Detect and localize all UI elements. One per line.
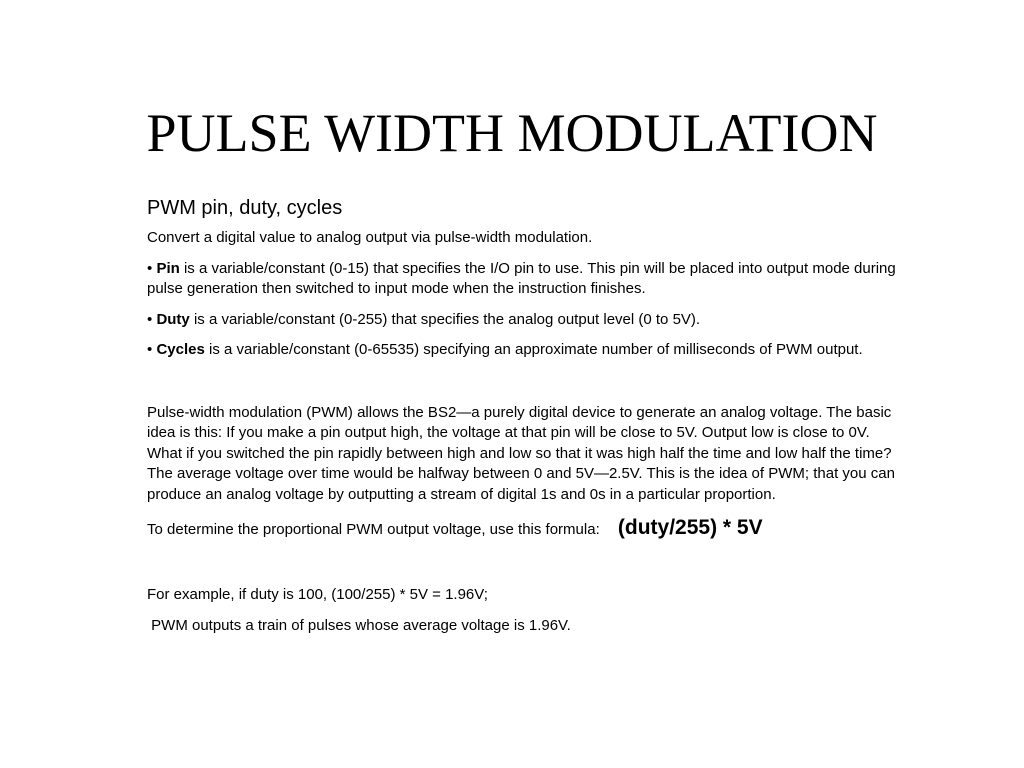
bullet-marker: •: [147, 259, 153, 277]
spacer: [147, 371, 897, 403]
bullet-text: is a variable/constant (0-65535) specifying an approximate number of milliseconds of PWM output.: [208, 341, 863, 358]
bullet-duty: [147, 310, 897, 331]
explanation-paragraph: Pulse-width modulation (PWM) allows the BS2—a purely digital device to generate an analog voltage. The basic idea is this: If you make a pin output high, the voltage at that pin will be close to 5V. Output low is close to 0V. What if you switched the pin rapidly between high and low so that it was high half the time and low half the time? The average voltage over time would be halfway between 0 and 5V—2.5V. This is the idea of PWM; that you can produce an analog voltage by outputting a stream of digital 1s and 0s in a particular proportion.: [147, 403, 895, 503]
example-line-1: For example, if duty is 100, (100/255) * 5V = 1.96V;: [147, 586, 488, 603]
command-syntax: PWM pin, duty, cycles: [147, 197, 343, 219]
formula-line: [147, 516, 897, 542]
bullet-marker: •: [147, 341, 153, 358]
bullet-cycles: [147, 340, 897, 361]
formula: (duty/255) * 5V: [617, 516, 763, 539]
slide-content: [147, 195, 897, 647]
bullet-text: is a variable/constant (0-15) that specifies the I/O pin to use. This pin will be placed into output mode during pulse generation then switched to input mode when the instruction finishes.: [147, 259, 896, 297]
bullet-term: Cycles: [156, 341, 205, 358]
bullet-marker: •: [147, 310, 153, 328]
slide-title: PULSE WIDTH MODULATION: [146, 103, 878, 163]
bullet-term: Duty: [156, 310, 190, 328]
spacer: [147, 542, 897, 585]
example-line-2: PWM outputs a train of pulses whose average voltage is 1.96V.: [147, 617, 571, 634]
bullet-pin: [147, 259, 897, 300]
formula-intro: To determine the proportional PWM output voltage, use this formula:: [147, 521, 600, 538]
bullet-text: is a variable/constant (0-255) that specifies the analog output level (0 to 5V).: [193, 310, 701, 328]
bullet-term: Pin: [156, 259, 180, 277]
intro-text: Convert a digital value to analog output via pulse-width modulation.: [147, 229, 593, 246]
